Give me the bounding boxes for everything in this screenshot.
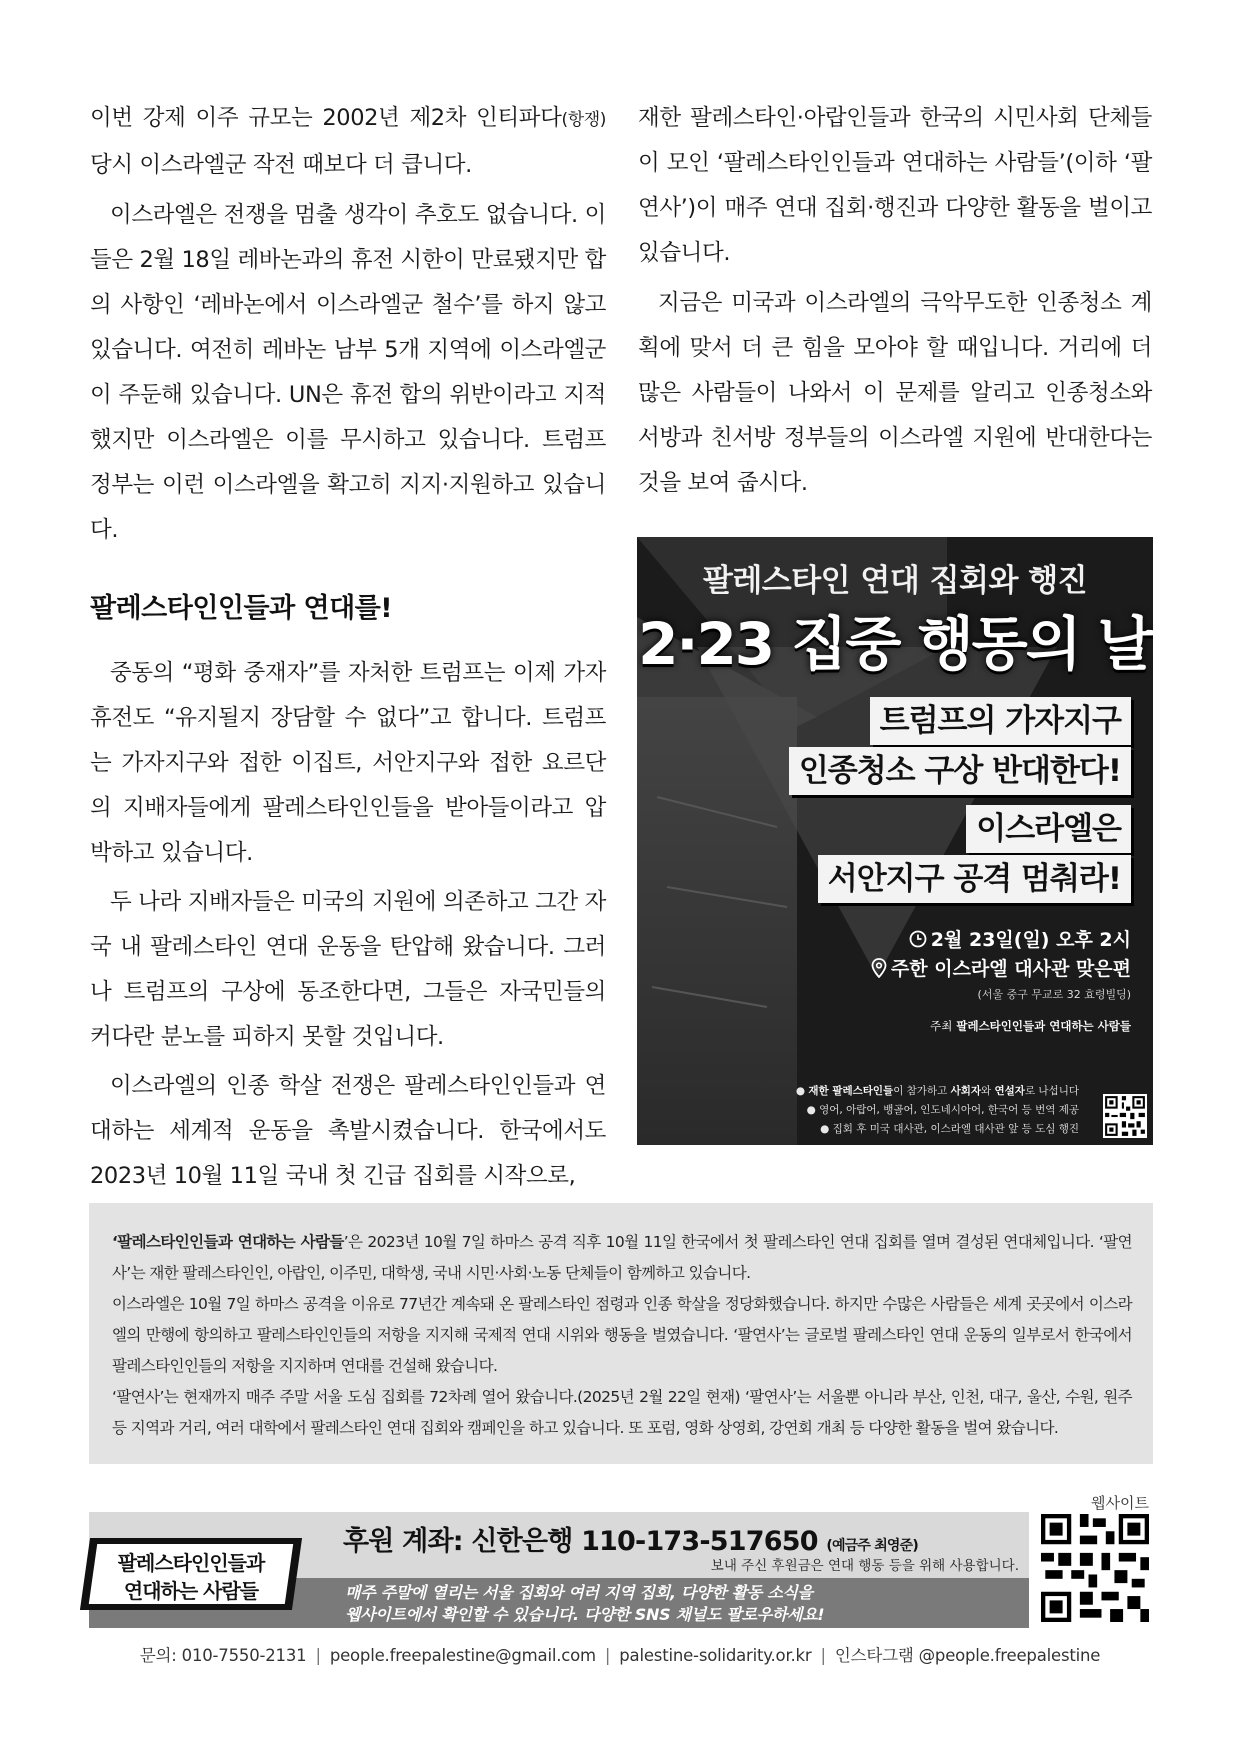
bullet-emph: 연설자 [994, 1085, 1025, 1097]
promo-text [345, 1582, 824, 1626]
location-text: 주한 이스라엘 대사관 맞은편 [890, 958, 1131, 980]
footer-banner [89, 1494, 1153, 1628]
paragraph: 두 나라 지배자들은 미국의 지원에 의존하고 그간 자국 내 팔레스타인 연대 운동을 탄압해 왔습니다. 그러나 트럼프의 구상에 동조한다면, 그들은 자국민들의 커다란 분노를 피하지 못할 것입니다. [90, 889, 606, 1050]
slogan-slab: 트럼프의 가자지구 [870, 697, 1131, 745]
website-label: 웹사이트 [1091, 1494, 1149, 1512]
section-heading: 팔레스타인인들과 연대를! [90, 593, 393, 624]
slogan-slab: 서안지구 공격 멈춰라! [818, 855, 1131, 903]
org-logo [85, 1538, 297, 1610]
paragraph: 중동의 “평화 중재자”를 자처한 트럼프는 이제 가자 휴전도 “유지될지 장담할 수 없다”고 합니다. 트럼프는 가자지구와 접한 이집트, 서안지구와 접한 요르단의 지배자들에게 팔레스타인인들을 받아들이라고 압박하고 있습니다. [90, 660, 606, 866]
account-label: 후원 계좌: [343, 1526, 463, 1557]
qr-code-icon[interactable] [1103, 1094, 1147, 1138]
paragraph: 이스라엘은 전쟁을 멈출 생각이 추호도 없습니다. 이들은 2월 18일 레바논과의 휴전 시한이 만료됐지만 합의 사항인 ‘레바논에서 이스라엘군 철수’를 하지 않고 있습니다. 여전히 레바논 남부 5개 지역에 이스라엘군이 주둔해 있습니다. UN은 휴전 합의 위반이라고 지적했지만 이스라엘은 이를 무시하고 있습니다. 트럼프 정부는 이런 이스라엘을 확고히 지지·지원하고 있습니다. [90, 202, 606, 543]
separator: | [315, 1646, 321, 1665]
paragraph-text: 당시 이스라엘군 작전 때보다 더 큽니다. [90, 152, 472, 178]
contact-instagram[interactable]: 인스타그램 @people.freepalestine [834, 1646, 1101, 1665]
bullet-text: 로 나섭니다 [1024, 1085, 1079, 1097]
bullet-text: 이 참가하고 [893, 1085, 951, 1097]
contact-email[interactable]: people.freepalestine@gmail.com [329, 1646, 596, 1665]
separator: | [604, 1646, 611, 1665]
contact-phone[interactable]: 문의: 010-7550-2131 [139, 1646, 307, 1665]
separator: | [820, 1646, 826, 1665]
org-name: ‘팔레스타인인들과 연대하는 사람들 [112, 1233, 344, 1251]
bullet-text: 영어, 아랍어, 뱅골어, 인도네시아어, 한국어 등 번역 제공 [819, 1104, 1079, 1116]
qr-code-icon[interactable] [1041, 1514, 1149, 1622]
clock-icon [909, 930, 927, 948]
left-column [90, 96, 606, 1199]
event-address: (서울 중구 무교로 32 효령빌딩) [977, 988, 1131, 1001]
paragraph: 이스라엘의 인종 학살 전쟁은 팔레스타인인들과 연대하는 세계적 운동을 촉발시켰습니다. 한국에서도 2023년 10월 11일 국내 첫 긴급 집회를 시작으로, [90, 1073, 606, 1189]
info-box [89, 1203, 1153, 1464]
poster-main-title: 2·23 집중 행동의 날 [638, 610, 1152, 678]
host-label: 주최 [930, 1019, 953, 1033]
location-pin-icon [871, 958, 887, 978]
event-poster [637, 537, 1153, 1145]
paragraph-note: (항쟁) [561, 110, 606, 130]
event-location [871, 954, 1131, 981]
contact-website[interactable]: palestine-solidarity.or.kr [619, 1646, 812, 1665]
poster-headline: 팔레스타인 연대 집회와 행진 [702, 563, 1088, 599]
account-holder: (예금주 최영준) [826, 1538, 918, 1554]
bullet-text: 집회 후 미국 대사관, 이스라엘 대사관 앞 등 도심 행진 [832, 1123, 1079, 1135]
contact-line [0, 1642, 1240, 1666]
event-host [930, 1018, 1131, 1034]
info-text: ’은 2023년 10월 7일 하마스 공격 직후 10월 11일 한국에서 첫 팔레스타인 연대 집회를 열며 결성된 연대체입니다. ‘팔연사’는 재한 팔레스타인인, 아랍인, 이주민, 대학생, 국내 시민·사회·노동 단체들이 함께하고 있습니다. [112, 1233, 1132, 1282]
host-name: 팔레스타인인들과 연대하는 사람들 [956, 1019, 1131, 1033]
right-column [638, 96, 1152, 506]
account-note: 보내 주신 후원금은 연대 행동 등을 위해 사용합니다. [710, 1558, 1019, 1574]
poster-bullet: ● 영어, 아랍어, 뱅골어, 인도네시아어, 한국어 등 번역 제공 [806, 1104, 1079, 1116]
logo-line2: 연대하는 사람들 [123, 1579, 259, 1603]
promo-line: 매주 주말에 열리는 서울 집회와 여러 지역 집회, 다양한 활동 소식을 [345, 1583, 813, 1602]
paragraph: 지금은 미국과 이스라엘의 극악무도한 인종청소 계획에 맞서 더 큰 힘을 모아야 할 때입니다. 거리에 더 많은 사람들이 나와서 이 문제를 알리고 인종청소와 서방과 친서방 정부들의 이스라엘 지원에 반대한다는 것을 보여 줍시다. [638, 290, 1152, 496]
slogan-slab: 이스라엘은 [966, 805, 1131, 853]
slogan-slab: 인종청소 구상 반대한다! [789, 747, 1131, 795]
bullet-emph: 재한 팔레스타인들 [808, 1085, 894, 1097]
info-paragraph: ‘팔연사’는 현재까지 매주 주말 서울 도심 집회를 72차례 열어 왔습니다.(2025년 2월 22일 현재) ‘팔연사’는 서울뿐 아니라 부산, 인천, 대구, 울산, 수원, 원주 등 지역과 거리, 여러 대학에서 팔레스타인 연대 집회와 캠페인을 하고 있습니다. 또 포럼, 영화 상영회, 강연회 개최 등 다양한 활동을 벌여 왔습니다. [112, 1388, 1132, 1437]
info-box-text [112, 1227, 1132, 1444]
bullet-text: 와 [981, 1085, 995, 1097]
donation-account [343, 1519, 918, 1558]
poster-bullet: ● 재한 팔레스타인들이 참가하고 사회자와 연설자로 나섭니다 [795, 1085, 1079, 1097]
paragraph [90, 96, 606, 188]
event-datetime [909, 925, 1131, 952]
account-number[interactable]: 신한은행 110-173-517650 [471, 1526, 818, 1557]
bullet-emph: 사회자 [950, 1085, 982, 1097]
poster-bullet: ● 집회 후 미국 대사관, 이스라엘 대사관 앞 등 도심 행진 [820, 1123, 1079, 1135]
info-paragraph: 이스라엘은 10월 7일 하마스 공격을 이유로 77년간 계속돼 온 팔레스타인 점령과 인종 학살을 정당화했습니다. 하지만 수많은 사람들은 세계 곳곳에서 이스라엘의 만행에 항의하고 팔레스타인인들의 저항을 지지해 국제적 연대 시위와 행동을 벌였습니다. ‘팔연사’는 글로벌 팔레스타인 연대 운동의 일부로서 한국에서 팔레스타인인들의 저항을 지지하며 연대를 건설해 왔습니다. [112, 1295, 1132, 1375]
poster-bullets [796, 1082, 1079, 1139]
promo-line: 웹사이트에서 확인할 수 있습니다. 다양한 SNS 채널도 팔로우하세요! [345, 1605, 825, 1624]
paragraph: 재한 팔레스타인·아랍인들과 한국의 시민사회 단체들이 모인 ‘팔레스타인인들과 연대하는 사람들’(이하 ‘팔연사’)이 매주 연대 집회·행진과 다양한 활동을 벌이고 있습니다. [638, 105, 1152, 266]
datetime-text: 2월 23일(일) 오후 2시 [930, 929, 1131, 951]
logo-line1: 팔레스타인인들과 [117, 1551, 265, 1575]
info-paragraph [112, 1227, 1132, 1289]
paragraph-text: 이번 강제 이주 규모는 2002년 제2차 인티파다 [90, 105, 562, 131]
